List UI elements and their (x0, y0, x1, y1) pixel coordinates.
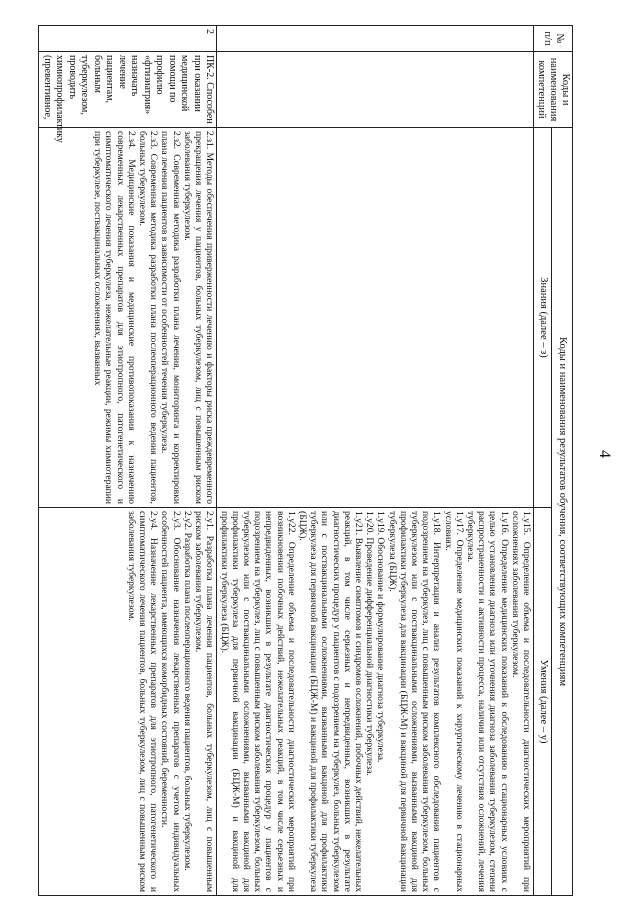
page-number: 4 (596, 450, 613, 458)
row2-competency: ПК-2. Способен при оказании медицинской помощи по профилю «фтизиатрия» назначать лечение пациентам, больным туберкулезом, проводить химиопрофилактику (превентивное, (39, 52, 217, 128)
list-item: 1.у19. Обоснование и формулирование диагноза туберкулеза. (375, 511, 387, 763)
row2-knowledge (39, 128, 217, 508)
list-item: 1.у21. Выявление симптомов и синдромов осложнений, побочных действий, нежелательных реакций, в том числе серьезных и непредвиденных, возникших в результате диагностических процедур у пациентов с подозрением на туберкулез, больных туберкулезом или с поствакцинальными осложнениями, вызванными вакциной для профилактики туберкулеза для первичной вакцинации (БЦЖ-М) и вакциной для профилактики туберкулеза (БЦЖ). (296, 511, 364, 893)
list-item: 1.у20. Проведение дифференциальной диагностики туберкулеза. (364, 511, 376, 776)
list-item: 2.у3. Обоснование назначения лекарственных препаратов с учетом индивидуальных особенностей пациента, имеющихся коморбидных состояний, беременности. (159, 511, 182, 893)
header-number: № п/п (534, 26, 573, 52)
competency-table (38, 25, 573, 896)
row2-number: 2 (39, 26, 217, 52)
list-item: 1.у16. Определение медицинских показаний к обследованию в стационарных условиях с целью установления диагноза или уточнения диагноза заболевания туберкулезом, степени распространенности и активности процесса, наличия или отсутствия осложнений, лечения туберкулеза. (464, 511, 510, 893)
list-item: 1.у17. Определение медицинских показаний к хирургическому лечению в стационарных условиях. (442, 511, 465, 893)
header-knowledge: Знания (далее – з) (534, 128, 552, 508)
row2-skills (39, 508, 217, 896)
row1-skills (217, 508, 534, 896)
row1-competency (217, 52, 534, 128)
list-item: 2.з4. Медицинские показания и медицинские противопоказания к назначению современных лекарственных препаратов для этиотропного, патогенетического и симптоматического лечения туберкулеза, нежелательные реакции, режимы химиотерапии при туберкулезе, поствакцинальных осложнениях, вызванных (92, 131, 137, 504)
list-item: 2.з3. Современная методика разработки плана послеоперационного ведения пациентов, больных туберкулезом. (137, 131, 160, 504)
row1-knowledge (217, 128, 534, 508)
header-skills: Умения (далее – у) (534, 508, 552, 896)
row1-number (217, 26, 534, 52)
list-item: 2.з2. Современная методика разработки плана лечения, мониторинга и корректировки плана лечения пациентов в зависимости от особенностей течения туберкулеза. (159, 131, 182, 504)
header-competency: Коды и наименования компетенций (534, 52, 573, 128)
list-item: 2.у4. Назначение лекарственных препаратов для этиотропного, патогенетического и симптоматического лечения пациентов, больных туберкулезом, лиц с повышенным риском заболевания туберкулезом. (125, 511, 160, 893)
list-item: 1.у18. Интерпретация и анализ результатов комплексного обследования пациентов с подозрением на туберкулез, лиц с повышенным риском заболевания туберкулезом, больных туберкулезом или с поствакцинальными осложнениями, вызванными вакциной для профилактики туберкулеза для вакцинации (БЦЖ-М) и вакциной для первичной вакцинации туберкулеза (БЦЖ). (386, 511, 443, 893)
rotated-sheet (41, 25, 573, 895)
list-item: 2.з1. Методы обеспечения приверженности лечению и факторы риска преждевременного прекращения лечения у пациентов, больных туберкулезом, лиц с повышенным риском заболевания туберкулезом. (181, 131, 216, 504)
list-item: 2.у2. Разработка плана послеоперационного ведения пациентов, больных туберкулезом. (181, 511, 193, 871)
list-item: 2.у1. Разработка плана лечения пациентов, больных туберкулезом, лиц с повышенным риском заболевания туберкулезом. (193, 511, 216, 893)
list-item: 1.у22. Определение объема и последовательности диагностических мероприятий при возникновении побочных действий, нежелательных реакций, в том числе серьезных и непредвиденных, возникших в результате диагностических процедур у пациентов с подозрением на туберкулез, лиц с повышенным риском заболевания туберкулезом, больных туберкулезом или с поствакцинальными осложнениями, вызванными вакциной для профилактики туберкулеза для первичной вакцинации (БЦЖ-М) и вакциной для профилактики туберкулеза (БЦЖ). (218, 511, 297, 893)
table-row (217, 26, 534, 896)
header-results: Коды и наименования результатов обучения, соответствующих компетенциям (552, 128, 573, 896)
list-item: 1.у15. Определение объема и последовательности диагностических мероприятий при осложнениях заболевания туберкулезом. (509, 511, 532, 893)
table-row (39, 26, 217, 896)
